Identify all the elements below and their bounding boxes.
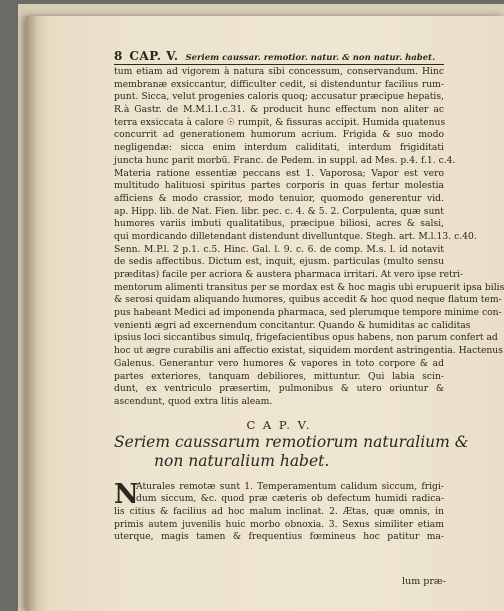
text-line: venienti ægri ad excernendum concitantur. Quando & humiditas ac caliditas	[114, 319, 471, 331]
book-page	[26, 16, 504, 611]
text-line: Galenus. Generantur vero humores & vapores in toto corpore & ad	[114, 357, 444, 369]
text-line: partes exteriores, tanquam debiliores, mittuntur. Qui labia scin-	[114, 370, 444, 382]
text-line: Materia ratione essentiæ peccans est 1. Vaporosa; Vapor est vero	[114, 167, 444, 179]
text-line: terra exsiccata à calore ☉ rumpit, & fissuras accipit. Humida quatenus	[114, 116, 446, 128]
text-line: afficiens & modo crassior, modo tenuior, quomodo generentur vid.	[114, 192, 444, 204]
header-chapter-label: CAP. V.	[129, 49, 179, 63]
text-line: multitudo halituosi spiritus partes corporis in quas fertur molestia	[114, 180, 444, 192]
text-line: mentorum alimenti transitus per se mordax est & hoc magis ubi erupuerit ipsa bilis	[114, 281, 504, 293]
text-line: dunt, ex ventriculo præsertim, pulmonibus & utero oriuntur &	[114, 383, 444, 395]
gutter-shadow	[26, 16, 38, 611]
text-line: & serosi quidam aliquando humores, quibus accedit & hoc quod neque flatum tem-	[114, 294, 502, 306]
text-line: tum etiam ad vigorem à natura sibi concessum, conservandum. Hinc	[114, 66, 444, 77]
text-line: humores variis imbuti qualitatibus, præcipue biliosi, acres & salsi,	[114, 218, 444, 230]
text-line: lis citius & facilius ad hoc malum inclinat. 2. Ætas, quæ omnis, in	[114, 505, 444, 517]
drop-cap-initial: N	[114, 478, 139, 510]
chapter-opening	[114, 478, 444, 544]
text-line: primis autem juvenilis huic morbo obnoxia. 3. Sexus similiter etiam	[114, 518, 444, 530]
text-line: pus habeant Medici ad imponenda pharmaca, sed plerumque tempore minime con-	[114, 307, 502, 319]
text-line: uterque, magis tamen & frequentius fœmineus hoc patitur ma-	[114, 531, 444, 543]
text-line: negligendæ: sicca enim interdum caliditati, interdum frigiditati	[114, 142, 444, 154]
chapter-heading: C A P. V.	[246, 417, 312, 432]
text-line: de sedis affectibus. Dictum est, inquit, ejusm. particulas (multo sensu	[114, 256, 444, 268]
text-line: Aturales remotæ sunt 1. Temperamentum calidum siccum, frigi-	[136, 480, 444, 492]
text-line: ipsius loci siccantibus simulq, frigefacientibus opus habens, non parum confert ad	[114, 332, 498, 344]
text-line: membranæ exsiccantur, difficulter cedit, si distenduntur facilius rum-	[114, 78, 444, 90]
running-title: Seriem caussar. remotior. natur. & non natur. habet.	[185, 53, 436, 63]
text-line: ap. Hipp. lib. de Nat. Fien. libr. pec. c. 4. & 5. 2. Corpulenta, quæ sunt	[114, 205, 444, 217]
text-line: qui mordicando dilletendant distendunt divelluntque. Stegh. art. M.l.13. c.40.	[114, 230, 477, 242]
text-line: punt. Sicca, velut progenies caloris quoq; accusatur præcipue hepatis,	[114, 91, 444, 103]
page-number: 8	[114, 49, 123, 63]
text-line: concurrit ad generationem humorum acrium. Frigida & suo modo	[114, 129, 444, 141]
paragraph-continued	[114, 66, 504, 409]
text-line: juncta hunc parit morbū. Franc. de Pedem. in suppl. ad Mes. p.4. f.1. c.4.	[114, 154, 456, 166]
running-header	[114, 49, 444, 65]
text-line: hoc ut ægre curabilis ani affectio existat, siquidem mordent astringentia. Hactenus	[114, 345, 503, 357]
chapter-title-line-2: non naturalium habet.	[154, 451, 330, 470]
text-line: præditas) facile per acriora & austera pharmaca irritari. At vero ipse retri-	[114, 269, 464, 280]
text-block	[114, 49, 504, 544]
catchword: lum præ-	[402, 576, 446, 587]
text-line: R.à Gastr. de M.M.l.1.c.31. & producit hunc effectum non aliter ac	[114, 104, 444, 116]
text-line: ascendunt, quod extra litis aleam.	[114, 395, 273, 407]
text-line: Senn. M.P.l. 2 p.1. c.5. Hinc. Gal. l. 9. c. 6. de comp. M.s. l. id notavit	[114, 243, 444, 255]
text-line: dum siccum, &c. quod præ cæteris ob defectum humidi radica-	[136, 493, 444, 505]
chapter-title-line-1: Seriem caussarum remotiorum naturalium &	[114, 432, 469, 451]
